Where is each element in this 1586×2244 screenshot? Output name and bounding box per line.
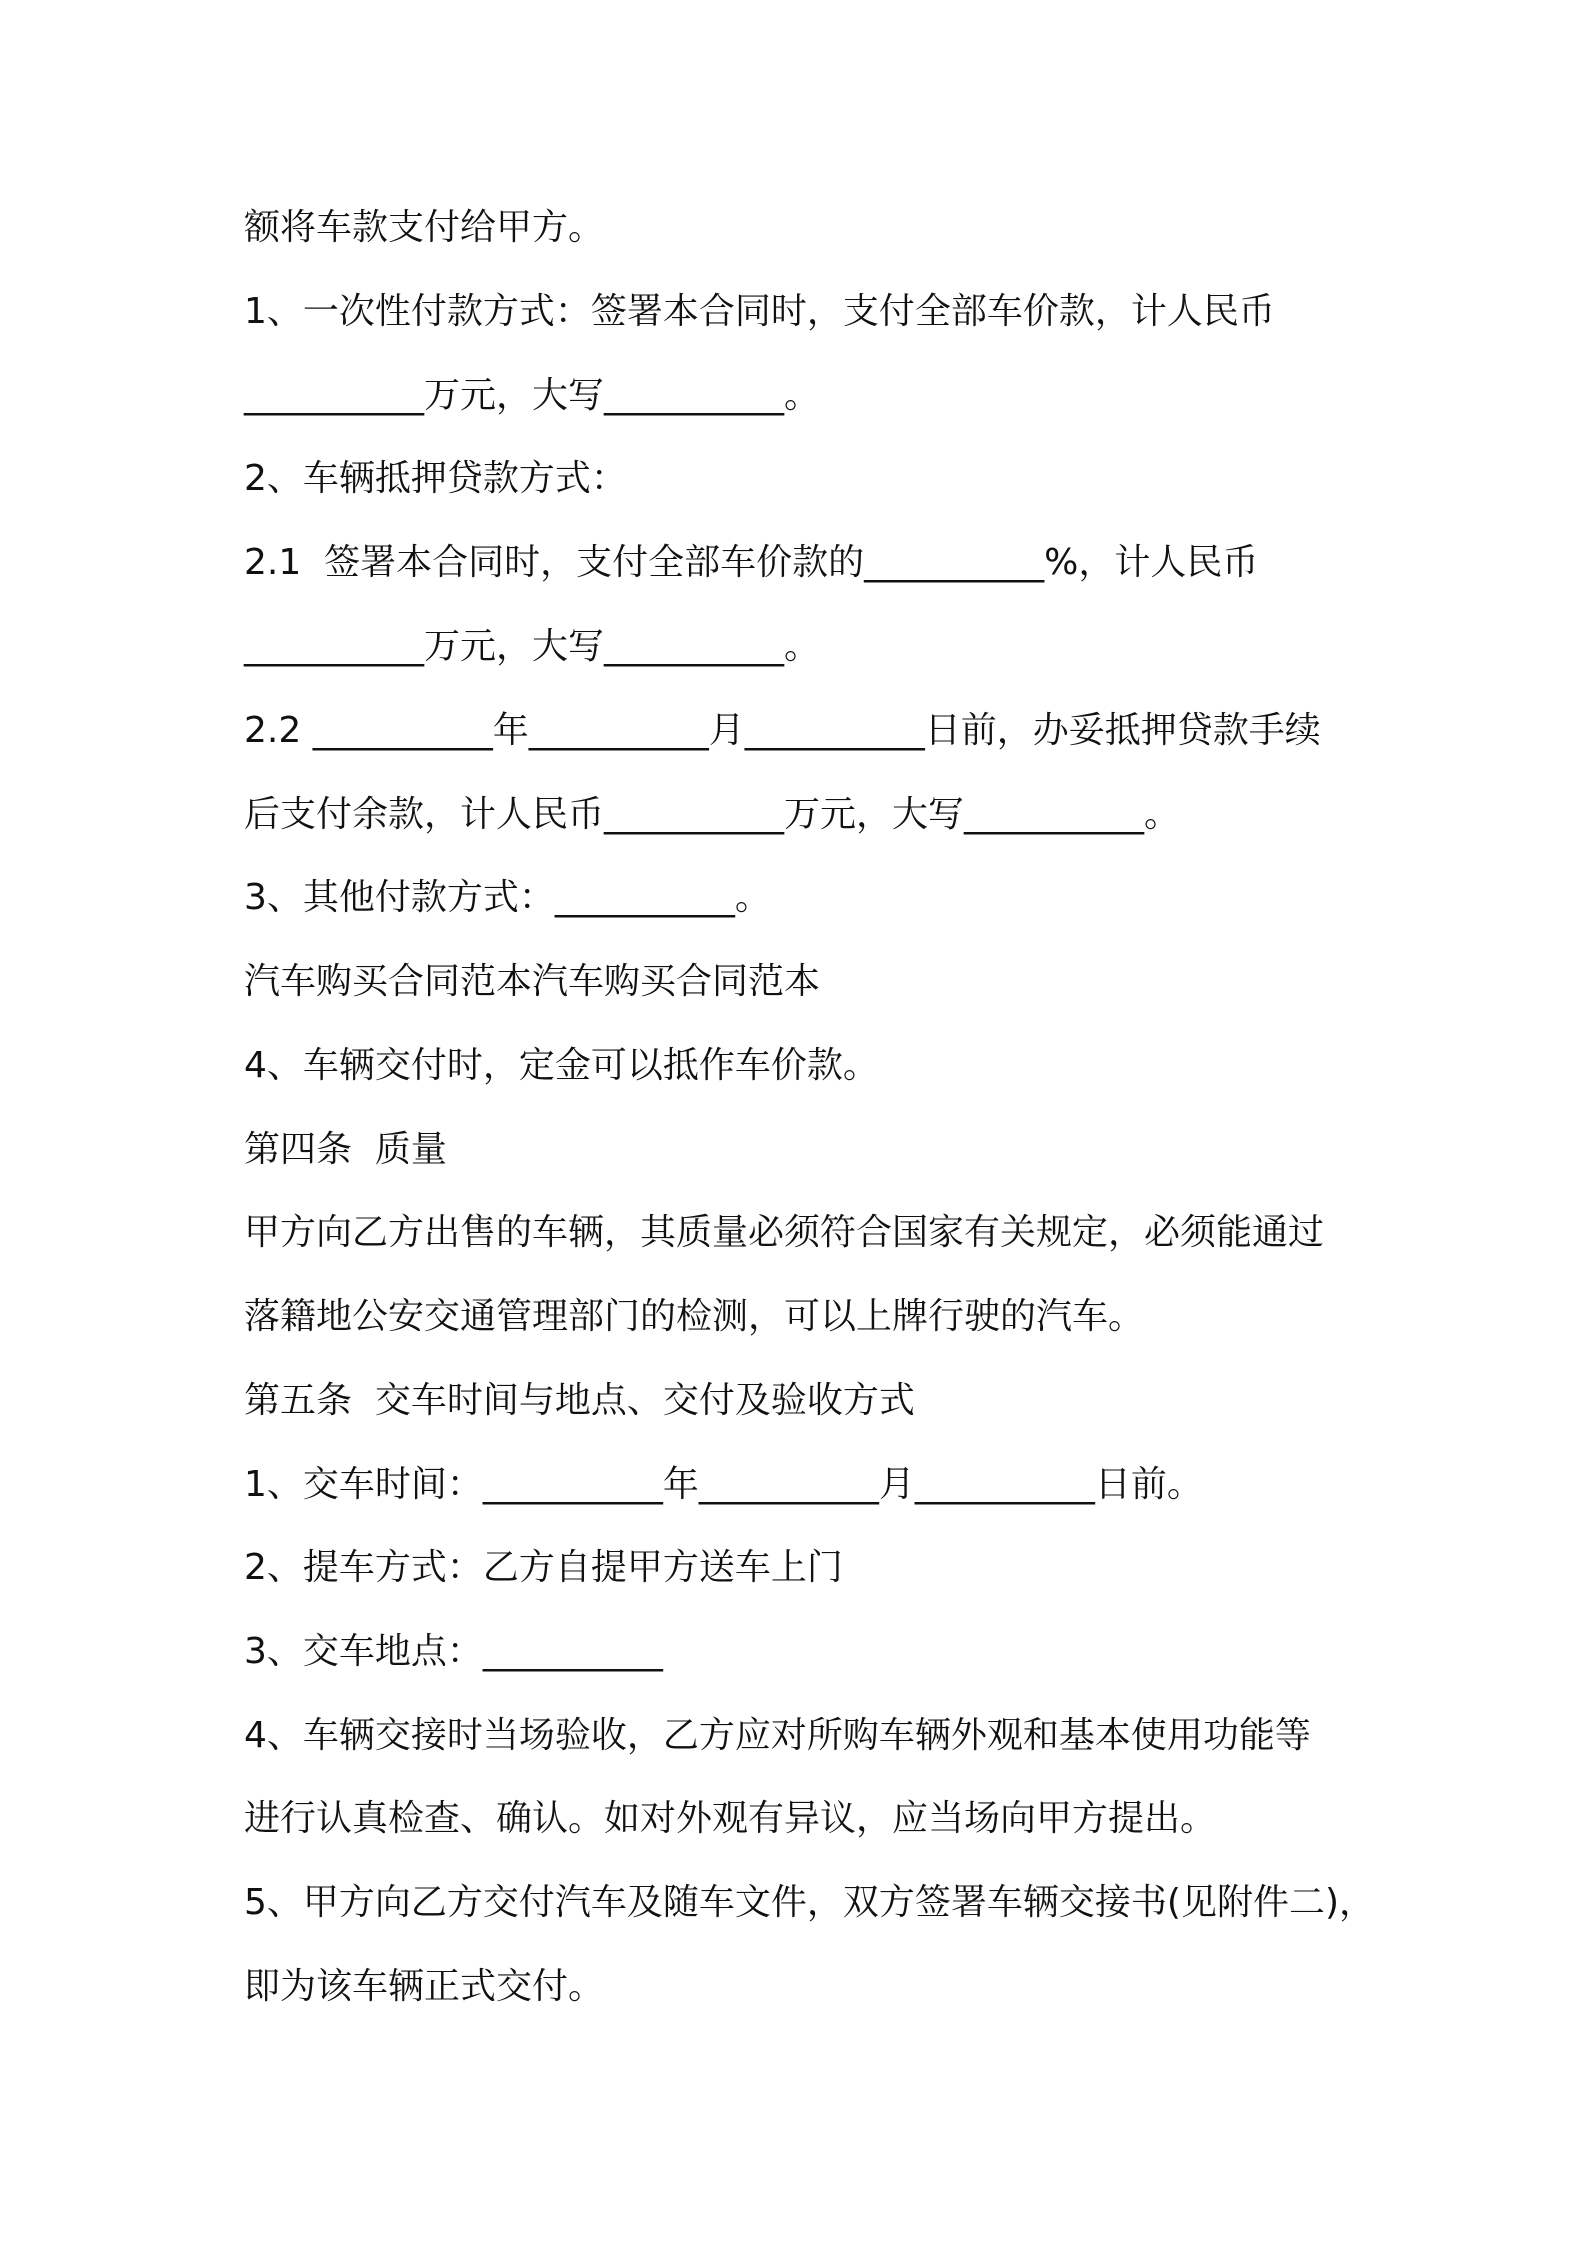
text-line: 2、车辆抵押贷款方式： — [244, 458, 627, 499]
text-line: 1、交车时间：__________年__________月__________日前。 — [244, 1464, 1203, 1505]
text-line: 汽车购买合同范本汽车购买合同范本 — [244, 961, 821, 1002]
text-line: 2.1 签署本合同时，支付全部车价款的__________%，计人民币 — [244, 542, 1259, 583]
text-line: 3、其他付款方式：__________。 — [244, 877, 771, 918]
text-line: 进行认真检查、确认。如对外观有异议，应当场向甲方提出。 — [244, 1798, 1217, 1839]
text-line: 落籍地公安交通管理部门的检测，可以上牌行驶的汽车。 — [244, 1296, 1145, 1337]
text-line: 4、车辆交付时，定金可以抵作车价款。 — [244, 1045, 879, 1086]
text-line: 甲方向乙方出售的车辆，其质量必须符合国家有关规定，必须能通过 — [244, 1212, 1325, 1253]
text-line: 5、甲方向乙方交付汽车及随车文件，双方签署车辆交接书(见附件二)， — [244, 1882, 1375, 1923]
text-line: 后支付余款，计人民币__________万元，大写__________。 — [244, 794, 1181, 835]
section-heading: 第五条 交车时间与地点、交付及验收方式 — [244, 1380, 915, 1421]
text-line: __________万元，大写__________。 — [244, 375, 821, 416]
text-line: 1、一次性付款方式：签署本合同时，支付全部车价款，计人民币 — [244, 291, 1275, 332]
text-line: 2.2 __________年__________月__________日前，办妥抵押贷款手续 — [244, 710, 1321, 751]
text-line: __________万元，大写__________。 — [244, 626, 821, 667]
text-line: 3、交车地点：__________ — [244, 1631, 663, 1672]
section-heading: 第四条 质量 — [244, 1129, 447, 1170]
text-line: 即为该车辆正式交付。 — [244, 1966, 605, 2007]
text-line: 额将车款支付给甲方。 — [244, 207, 605, 248]
text-line: 4、车辆交接时当场验收，乙方应对所购车辆外观和基本使用功能等 — [244, 1715, 1311, 1756]
text-line: 2、提车方式：乙方自提甲方送车上门 — [244, 1547, 843, 1588]
